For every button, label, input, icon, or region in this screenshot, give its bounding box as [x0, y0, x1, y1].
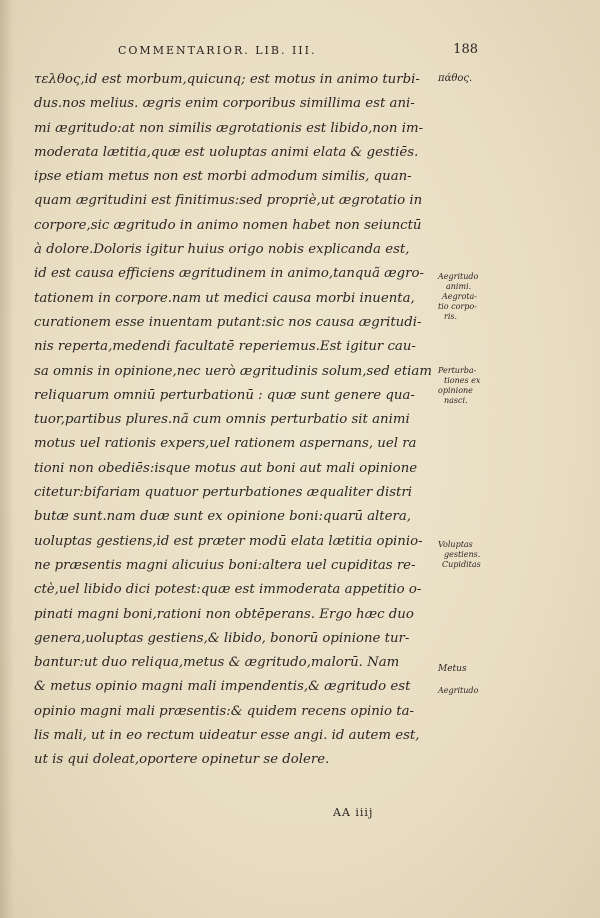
body-line: id est causa efficiens ægritudinem in animo,tanquã ægro- — [34, 266, 425, 282]
body-line: butæ sunt.nam duæ sunt ex opinione boni:quarū altera, — [34, 509, 412, 525]
margin-note-line: ris. — [444, 312, 458, 321]
margin-note-line: tio corpo- — [438, 302, 477, 311]
margin-note-line: Metus — [438, 664, 467, 674]
margin-note-line: Aegritudo — [438, 272, 479, 281]
body-line: ipse etiam metus non est morbi admodum similis, quan- — [34, 169, 412, 185]
body-line: corpore,sic ægritudo in animo nomen habet non seiunctū — [34, 217, 422, 233]
margin-note-line: gestiens. — [444, 550, 481, 559]
body-line: pinati magni boni,rationi non obtēperans. Ergo hæc duo — [34, 606, 414, 622]
margin-note-perturbationes — [438, 366, 514, 406]
margin-note-line: Voluptas — [438, 540, 473, 549]
body-line: tationem in corpore.nam ut medici causa morbi inuenta, — [34, 290, 415, 306]
body-line: bantur:ut duo reliqua,metus & ægritudo,malorū. Nam — [34, 655, 400, 671]
body-line: mi ægritudo:at non similis ægrotationis est libido,non im- — [34, 120, 424, 136]
margin-note-line: tiones ex — [444, 376, 481, 385]
body-line: tioni non obediēs:isque motus aut boni aut mali opinione — [34, 460, 418, 476]
margin-note-line: πάθος. — [438, 73, 473, 84]
body-line: uoluptas gestiens,id est præter modū elata lætitia opinio- — [34, 533, 423, 549]
page-number: 188 — [453, 42, 478, 57]
body-line: lis mali, ut in eo rectum uideatur esse angi. id autem est, — [34, 728, 420, 744]
body-line: dus.nos melius. ægris enim corporibus simillima est ani- — [34, 96, 415, 112]
margin-note-line: nasci. — [444, 396, 468, 405]
margin-note-metus — [438, 664, 514, 674]
body-line: moderata lætitia,quæ est uoluptas animi elata & gestiēs. — [34, 144, 419, 160]
margin-note-voluptas — [438, 540, 514, 570]
margin-note-pathos — [438, 74, 514, 84]
margin-note-line: Aegrota- — [442, 292, 477, 301]
running-title: COMMENTARIOR. LIB. III. — [118, 44, 317, 57]
body-line: ne præsentis magni alicuius boni:altera uel cupiditas re- — [34, 557, 416, 573]
body-line: motus uel rationis expers,uel rationem aspernans, uel ra — [34, 436, 417, 452]
body-line: & metus opinio magni mali impendentis,& ægritudo est — [34, 679, 411, 695]
body-line: quam ægritudini est finitimus:sed propriè,ut ægrotatio in — [34, 193, 423, 209]
body-line: ut is qui doleat,oportere opinetur se dolere. — [34, 752, 330, 768]
body-line: opinio magni mali præsentis:& quidem recens opinio ta- — [34, 703, 415, 719]
margin-note-line: Cupiditas — [442, 560, 481, 569]
body-line: τελθος,id est morbum,quicunq; est motus in animo turbi- — [34, 72, 420, 87]
body-line: à dolore.Doloris igitur huius origo nobis explicanda est, — [34, 242, 410, 258]
margin-note-line: Aegritudo — [438, 686, 479, 695]
body-text — [34, 68, 434, 773]
body-line: citetur:bifariam quatuor perturbationes æqualiter distri — [34, 485, 413, 501]
margin-note-line: Perturba- — [438, 366, 477, 375]
body-line: reliquarum omniū perturbationū : quæ sunt genere qua- — [34, 387, 415, 403]
margin-note-aegritudo-animi — [438, 272, 514, 322]
body-line: tuor,partibus plures.nã cum omnis perturbatio sit animi — [34, 412, 410, 428]
margin-note-line: animi. — [446, 282, 472, 291]
body-line: genera,uoluptas gestiens,& libido, bonorū opinione tur- — [34, 630, 410, 646]
body-line: nis reperta,medendi facultatē reperiemus.Est igitur cau- — [34, 339, 416, 355]
margin-note-line: opinione — [438, 386, 473, 395]
body-line: curationem esse inuentam putant:sic nos causa ægritudi- — [34, 314, 422, 330]
catchword-signature: AA iiij — [333, 806, 374, 819]
body-line: sa omnis in opinione,nec uerò ægritudinis solum,sed etiam — [34, 363, 432, 379]
body-line: ctè,uel libido dici potest:quæ est immoderata appetitio o- — [34, 582, 422, 598]
margin-note-aegritudo — [438, 686, 514, 696]
